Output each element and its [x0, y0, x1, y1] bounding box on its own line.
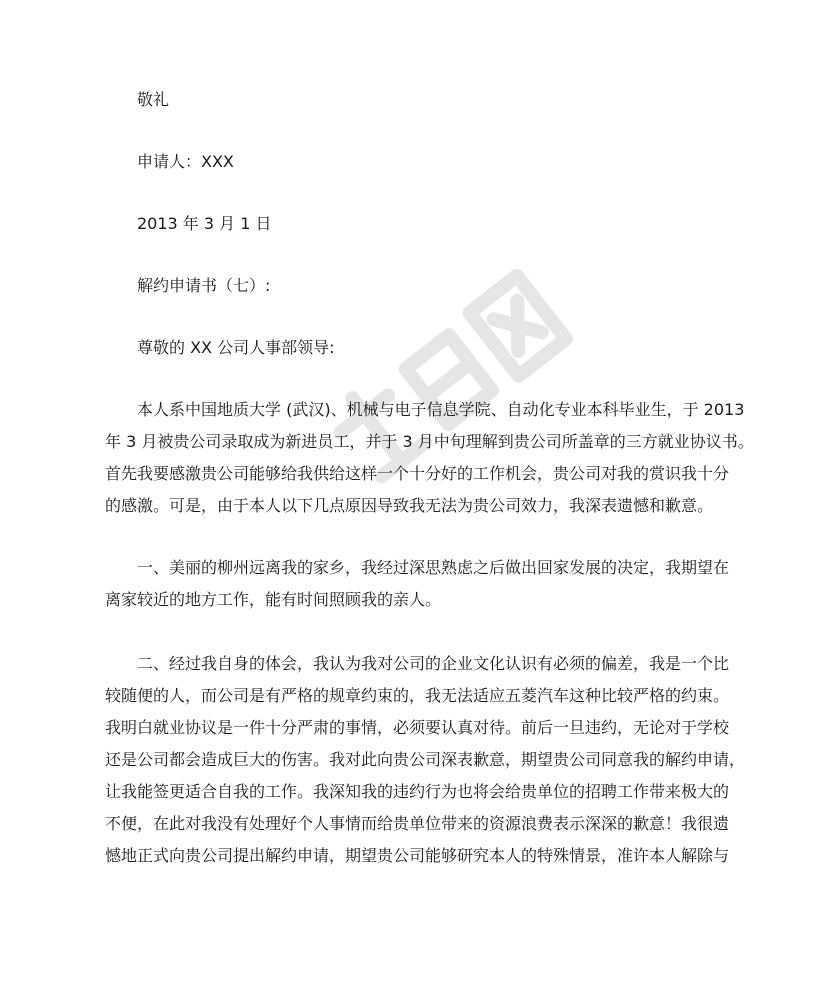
paragraph-line: 首先我要感激贵公司能够给我供给这样一个十分好的工作机会，贵公司对我的赏识我十分: [105, 464, 730, 483]
paragraph-line: 让我能签更适合自我的工作。我深知我的违约行为也将会给贵单位的招聘工作带来极大的: [105, 782, 730, 801]
applicant-line: 申请人：XXX: [137, 152, 234, 171]
letter-title: 解约申请书（七）:: [137, 276, 271, 295]
date-line: 2013 年 3 月 1 日: [137, 214, 272, 233]
paragraph-line: 较随便的人，而公司是有严格的规章约束的，我无法适应五菱汽车这种比较严格的约束。: [105, 686, 730, 705]
greeting-line: 尊敬的 XX 公司人事部领导:: [137, 338, 335, 357]
paragraph-line: 二、经过我自身的体会，我认为我对公司的企业文化认识有必须的偏差，我是一个比: [137, 654, 730, 673]
paragraph-line: 年 3 月被贵公司录取成为新进员工，并于 3 月中旬理解到贵公司所盖章的三方就业协议书。: [105, 432, 754, 451]
paragraph-line: 不便，在此对我没有处理好个人事情而给贵单位带来的资源浪费表示深深的歉意！我很遗: [105, 814, 730, 833]
paragraph-line: 我明白就业协议是一件十分严肃的事情，必须要认真对待。前后一旦违约，无论对于学校: [105, 718, 730, 737]
paragraph-line: 一、美丽的柳州远离我的家乡，我经过深思熟虑之后做出回家发展的决定，我期望在: [137, 558, 730, 577]
paragraph-line: 的感激。可是，由于本人以下几点原因导致我无法为贵公司效力，我深表遗憾和歉意。: [105, 496, 714, 515]
paragraph-line: 憾地正式向贵公司提出解约申请，期望贵公司能够研究本人的特殊情景，准许本人解除与: [105, 846, 730, 865]
closing-salutation: 敬礼: [137, 90, 170, 109]
paragraph-line: 还是公司都会造成巨大的伤害。我对此向贵公司深表歉意，期望贵公司同意我的解约申请，: [105, 750, 746, 769]
paragraph-line: 本人系中国地质大学 (武汉)、机械与电子信息学院、自动化专业本科毕业生，于 2013: [137, 400, 745, 419]
paragraph-line: 离家较近的地方工作，能有时间照顾我的亲人。: [105, 590, 442, 609]
